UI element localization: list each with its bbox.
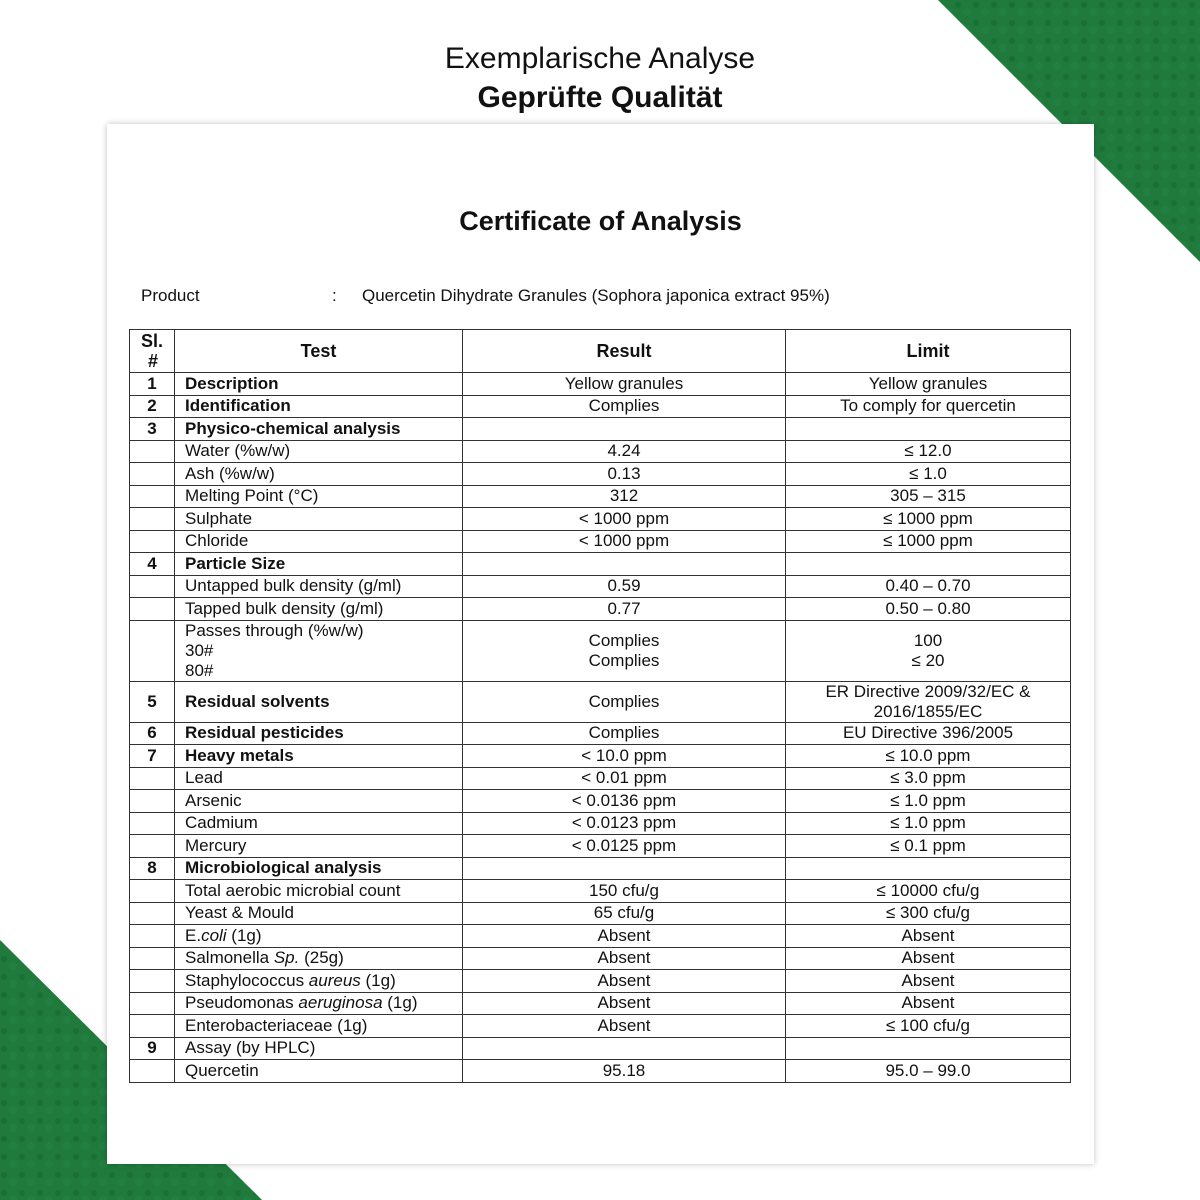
cell-limit: ≤ 1.0 ppm bbox=[786, 812, 1071, 835]
cell-sl bbox=[130, 1060, 175, 1083]
cell-test-part: Pseudomonas bbox=[185, 993, 299, 1013]
cell-limit: ≤ 10.0 ppm bbox=[786, 745, 1071, 768]
cell-sl bbox=[130, 485, 175, 508]
cell-limit: ≤ 1.0 bbox=[786, 463, 1071, 486]
table-row bbox=[130, 1060, 1071, 1083]
cell-sl: 3 bbox=[130, 418, 175, 441]
cell-result: 95.18 bbox=[463, 1060, 786, 1083]
cell-limit: Absent bbox=[786, 992, 1071, 1015]
table-row bbox=[130, 902, 1071, 925]
cell-sl bbox=[130, 575, 175, 598]
cell-result bbox=[463, 553, 786, 576]
cell-result: 65 cfu/g bbox=[463, 902, 786, 925]
cell-test: Tapped bulk density (g/ml) bbox=[175, 598, 463, 621]
cell-test-part: aureus bbox=[308, 970, 361, 990]
cell-test: Particle Size bbox=[175, 553, 463, 576]
cell-result: Complies bbox=[463, 722, 786, 745]
table-row bbox=[130, 681, 1071, 722]
cell-limit bbox=[786, 857, 1071, 880]
cell-test: Cadmium bbox=[175, 812, 463, 835]
cell-test: Yeast & Mould bbox=[175, 902, 463, 925]
cell-test-part: coli bbox=[201, 925, 227, 945]
cell-sl bbox=[130, 925, 175, 948]
cell-sl: 7 bbox=[130, 745, 175, 768]
certificate-paper bbox=[107, 124, 1094, 1164]
cell-limit-line: ≤ 20 bbox=[911, 650, 945, 670]
cell-sl bbox=[130, 440, 175, 463]
table-row bbox=[130, 530, 1071, 553]
cell-test bbox=[175, 925, 463, 948]
cell-result: < 10.0 ppm bbox=[463, 745, 786, 768]
table-row bbox=[130, 553, 1071, 576]
cell-limit: Absent bbox=[786, 925, 1071, 948]
cell-test-part: (1g) bbox=[360, 970, 396, 990]
table-row bbox=[130, 463, 1071, 486]
cell-result: Absent bbox=[463, 992, 786, 1015]
cell-test bbox=[175, 620, 463, 681]
cell-test: Water (%w/w) bbox=[175, 440, 463, 463]
table-row bbox=[130, 925, 1071, 948]
cell-result: < 0.0136 ppm bbox=[463, 790, 786, 813]
cell-result bbox=[463, 1037, 786, 1060]
cell-limit bbox=[786, 1037, 1071, 1060]
cell-test-part: Sp. bbox=[273, 948, 300, 968]
product-label: Product bbox=[141, 286, 200, 305]
cell-sl bbox=[130, 508, 175, 531]
cell-limit: ≤ 12.0 bbox=[786, 440, 1071, 463]
cell-limit: ≤ 300 cfu/g bbox=[786, 902, 1071, 925]
cell-result: 0.59 bbox=[463, 575, 786, 598]
cell-test: Arsenic bbox=[175, 790, 463, 813]
page-header bbox=[0, 40, 1200, 118]
table-row bbox=[130, 485, 1071, 508]
cell-sl bbox=[130, 790, 175, 813]
cell-sl: 6 bbox=[130, 722, 175, 745]
table-row bbox=[130, 508, 1071, 531]
cell-sl bbox=[130, 812, 175, 835]
cell-limit: ≤ 10000 cfu/g bbox=[786, 880, 1071, 903]
table-row bbox=[130, 575, 1071, 598]
cell-test: Enterobacteriaceae (1g) bbox=[175, 1015, 463, 1038]
cell-sl: 1 bbox=[130, 373, 175, 396]
cell-sl: 5 bbox=[130, 681, 175, 722]
cell-limit: To comply for quercetin bbox=[786, 395, 1071, 418]
cell-limit: 95.0 – 99.0 bbox=[786, 1060, 1071, 1083]
cell-result: < 0.0123 ppm bbox=[463, 812, 786, 835]
table-row bbox=[130, 440, 1071, 463]
cell-limit: ≤ 1000 ppm bbox=[786, 530, 1071, 553]
cell-result: < 1000 ppm bbox=[463, 508, 786, 531]
table-row bbox=[130, 598, 1071, 621]
cell-result bbox=[463, 418, 786, 441]
cell-limit bbox=[786, 681, 1071, 722]
table-row bbox=[130, 373, 1071, 396]
cell-limit bbox=[786, 553, 1071, 576]
cell-limit-line: ER Directive 2009/32/EC & bbox=[825, 681, 1031, 701]
cell-sl bbox=[130, 970, 175, 993]
cell-limit: EU Directive 396/2005 bbox=[786, 722, 1071, 745]
table-row bbox=[130, 790, 1071, 813]
column-header-limit: Limit bbox=[786, 330, 1071, 373]
column-header-test: Test bbox=[175, 330, 463, 373]
cell-test: Quercetin bbox=[175, 1060, 463, 1083]
table-row bbox=[130, 857, 1071, 880]
product-colon: : bbox=[332, 286, 337, 305]
cell-test: Residual solvents bbox=[175, 681, 463, 722]
cell-test: Sulphate bbox=[175, 508, 463, 531]
cell-sl bbox=[130, 530, 175, 553]
cell-result: Absent bbox=[463, 925, 786, 948]
header-title: Geprüfte Qualität bbox=[477, 81, 723, 114]
certificate-title: Certificate of Analysis bbox=[459, 206, 742, 236]
cell-test: Physico-chemical analysis bbox=[175, 418, 463, 441]
cell-result: < 1000 ppm bbox=[463, 530, 786, 553]
cell-result: Absent bbox=[463, 1015, 786, 1038]
cell-test bbox=[175, 947, 463, 970]
sl-header-line2: # bbox=[148, 351, 159, 371]
cell-result: Complies bbox=[463, 681, 786, 722]
column-header-sl bbox=[130, 330, 175, 373]
cell-sl bbox=[130, 463, 175, 486]
product-value: Quercetin Dihydrate Granules (Sophora japonica extract 95%) bbox=[362, 286, 830, 305]
cell-result: 4.24 bbox=[463, 440, 786, 463]
table-row bbox=[130, 970, 1071, 993]
cell-sl: 8 bbox=[130, 857, 175, 880]
cell-test: Untapped bulk density (g/ml) bbox=[175, 575, 463, 598]
table-row bbox=[130, 418, 1071, 441]
cell-test-part: (25g) bbox=[299, 948, 344, 968]
cell-test-part: Staphylococcus bbox=[185, 970, 309, 990]
table-row bbox=[130, 745, 1071, 768]
sl-header-line1: Sl. bbox=[140, 331, 163, 351]
cell-limit bbox=[786, 620, 1071, 681]
cell-test: Residual pesticides bbox=[175, 722, 463, 745]
cell-sl: 9 bbox=[130, 1037, 175, 1060]
cell-sl bbox=[130, 992, 175, 1015]
cell-limit-line: 2016/1855/EC bbox=[873, 701, 983, 721]
cell-sl bbox=[130, 947, 175, 970]
cell-limit: 305 – 315 bbox=[786, 485, 1071, 508]
cell-limit: ≤ 1.0 ppm bbox=[786, 790, 1071, 813]
cell-sl bbox=[130, 767, 175, 790]
cell-limit bbox=[786, 418, 1071, 441]
cell-limit: 0.40 – 0.70 bbox=[786, 575, 1071, 598]
table-row bbox=[130, 1015, 1071, 1038]
cell-limit: ≤ 1000 ppm bbox=[786, 508, 1071, 531]
cell-limit-line: 100 bbox=[913, 630, 943, 650]
header-subtitle: Exemplarische Analyse bbox=[444, 42, 756, 75]
analysis-table bbox=[129, 329, 1071, 1083]
cell-result: < 0.0125 ppm bbox=[463, 835, 786, 858]
cell-result bbox=[463, 620, 786, 681]
cell-test-part: (1g) bbox=[382, 993, 418, 1013]
cell-test-part: Salmonella bbox=[185, 948, 274, 968]
cell-test: Description bbox=[175, 373, 463, 396]
cell-limit: 0.50 – 0.80 bbox=[786, 598, 1071, 621]
cell-sl bbox=[130, 1015, 175, 1038]
cell-limit: Yellow granules bbox=[786, 373, 1071, 396]
cell-result bbox=[463, 857, 786, 880]
cell-test: Chloride bbox=[175, 530, 463, 553]
cell-test-part: E. bbox=[185, 925, 202, 945]
cell-limit: ≤ 0.1 ppm bbox=[786, 835, 1071, 858]
cell-test-part: (1g) bbox=[226, 925, 262, 945]
cell-test: Assay (by HPLC) bbox=[175, 1037, 463, 1060]
cell-test-line: 30# bbox=[185, 640, 214, 660]
cell-result: Complies bbox=[463, 395, 786, 418]
cell-limit: ≤ 100 cfu/g bbox=[786, 1015, 1071, 1038]
cell-result-line: Complies bbox=[588, 650, 660, 670]
table-row bbox=[130, 992, 1071, 1015]
cell-limit: Absent bbox=[786, 947, 1071, 970]
table-row bbox=[130, 620, 1071, 681]
cell-test-line: Passes through (%w/w) bbox=[185, 620, 364, 640]
cell-sl bbox=[130, 620, 175, 681]
cell-test: Ash (%w/w) bbox=[175, 463, 463, 486]
cell-limit: ≤ 3.0 ppm bbox=[786, 767, 1071, 790]
cell-sl bbox=[130, 598, 175, 621]
cell-sl: 2 bbox=[130, 395, 175, 418]
cell-result: Yellow granules bbox=[463, 373, 786, 396]
cell-limit: Absent bbox=[786, 970, 1071, 993]
cell-test bbox=[175, 992, 463, 1015]
cell-result: < 0.01 ppm bbox=[463, 767, 786, 790]
table-header-row bbox=[130, 330, 1071, 373]
cell-test: Identification bbox=[175, 395, 463, 418]
cell-result: 150 cfu/g bbox=[463, 880, 786, 903]
cell-test: Microbiological analysis bbox=[175, 857, 463, 880]
cell-sl bbox=[130, 835, 175, 858]
table-row bbox=[130, 880, 1071, 903]
table-row bbox=[130, 767, 1071, 790]
cell-sl bbox=[130, 902, 175, 925]
cell-test-line: 80# bbox=[185, 660, 214, 680]
cell-test-part: aeruginosa bbox=[298, 993, 383, 1013]
cell-test: Melting Point (°C) bbox=[175, 485, 463, 508]
analysis-table-body bbox=[130, 373, 1071, 1083]
cell-result-line: Complies bbox=[588, 630, 660, 650]
cell-test: Mercury bbox=[175, 835, 463, 858]
cell-result: Absent bbox=[463, 947, 786, 970]
cell-sl bbox=[130, 880, 175, 903]
cell-result: 0.77 bbox=[463, 598, 786, 621]
table-row bbox=[130, 722, 1071, 745]
cell-test: Heavy metals bbox=[175, 745, 463, 768]
table-row bbox=[130, 812, 1071, 835]
cell-test: Total aerobic microbial count bbox=[175, 880, 463, 903]
table-row bbox=[130, 395, 1071, 418]
cell-result: Absent bbox=[463, 970, 786, 993]
column-header-result: Result bbox=[463, 330, 786, 373]
table-row bbox=[130, 835, 1071, 858]
cell-sl: 4 bbox=[130, 553, 175, 576]
table-row bbox=[130, 1037, 1071, 1060]
cell-result: 0.13 bbox=[463, 463, 786, 486]
table-row bbox=[130, 947, 1071, 970]
cell-test: Lead bbox=[175, 767, 463, 790]
cell-test bbox=[175, 970, 463, 993]
cell-result: 312 bbox=[463, 485, 786, 508]
